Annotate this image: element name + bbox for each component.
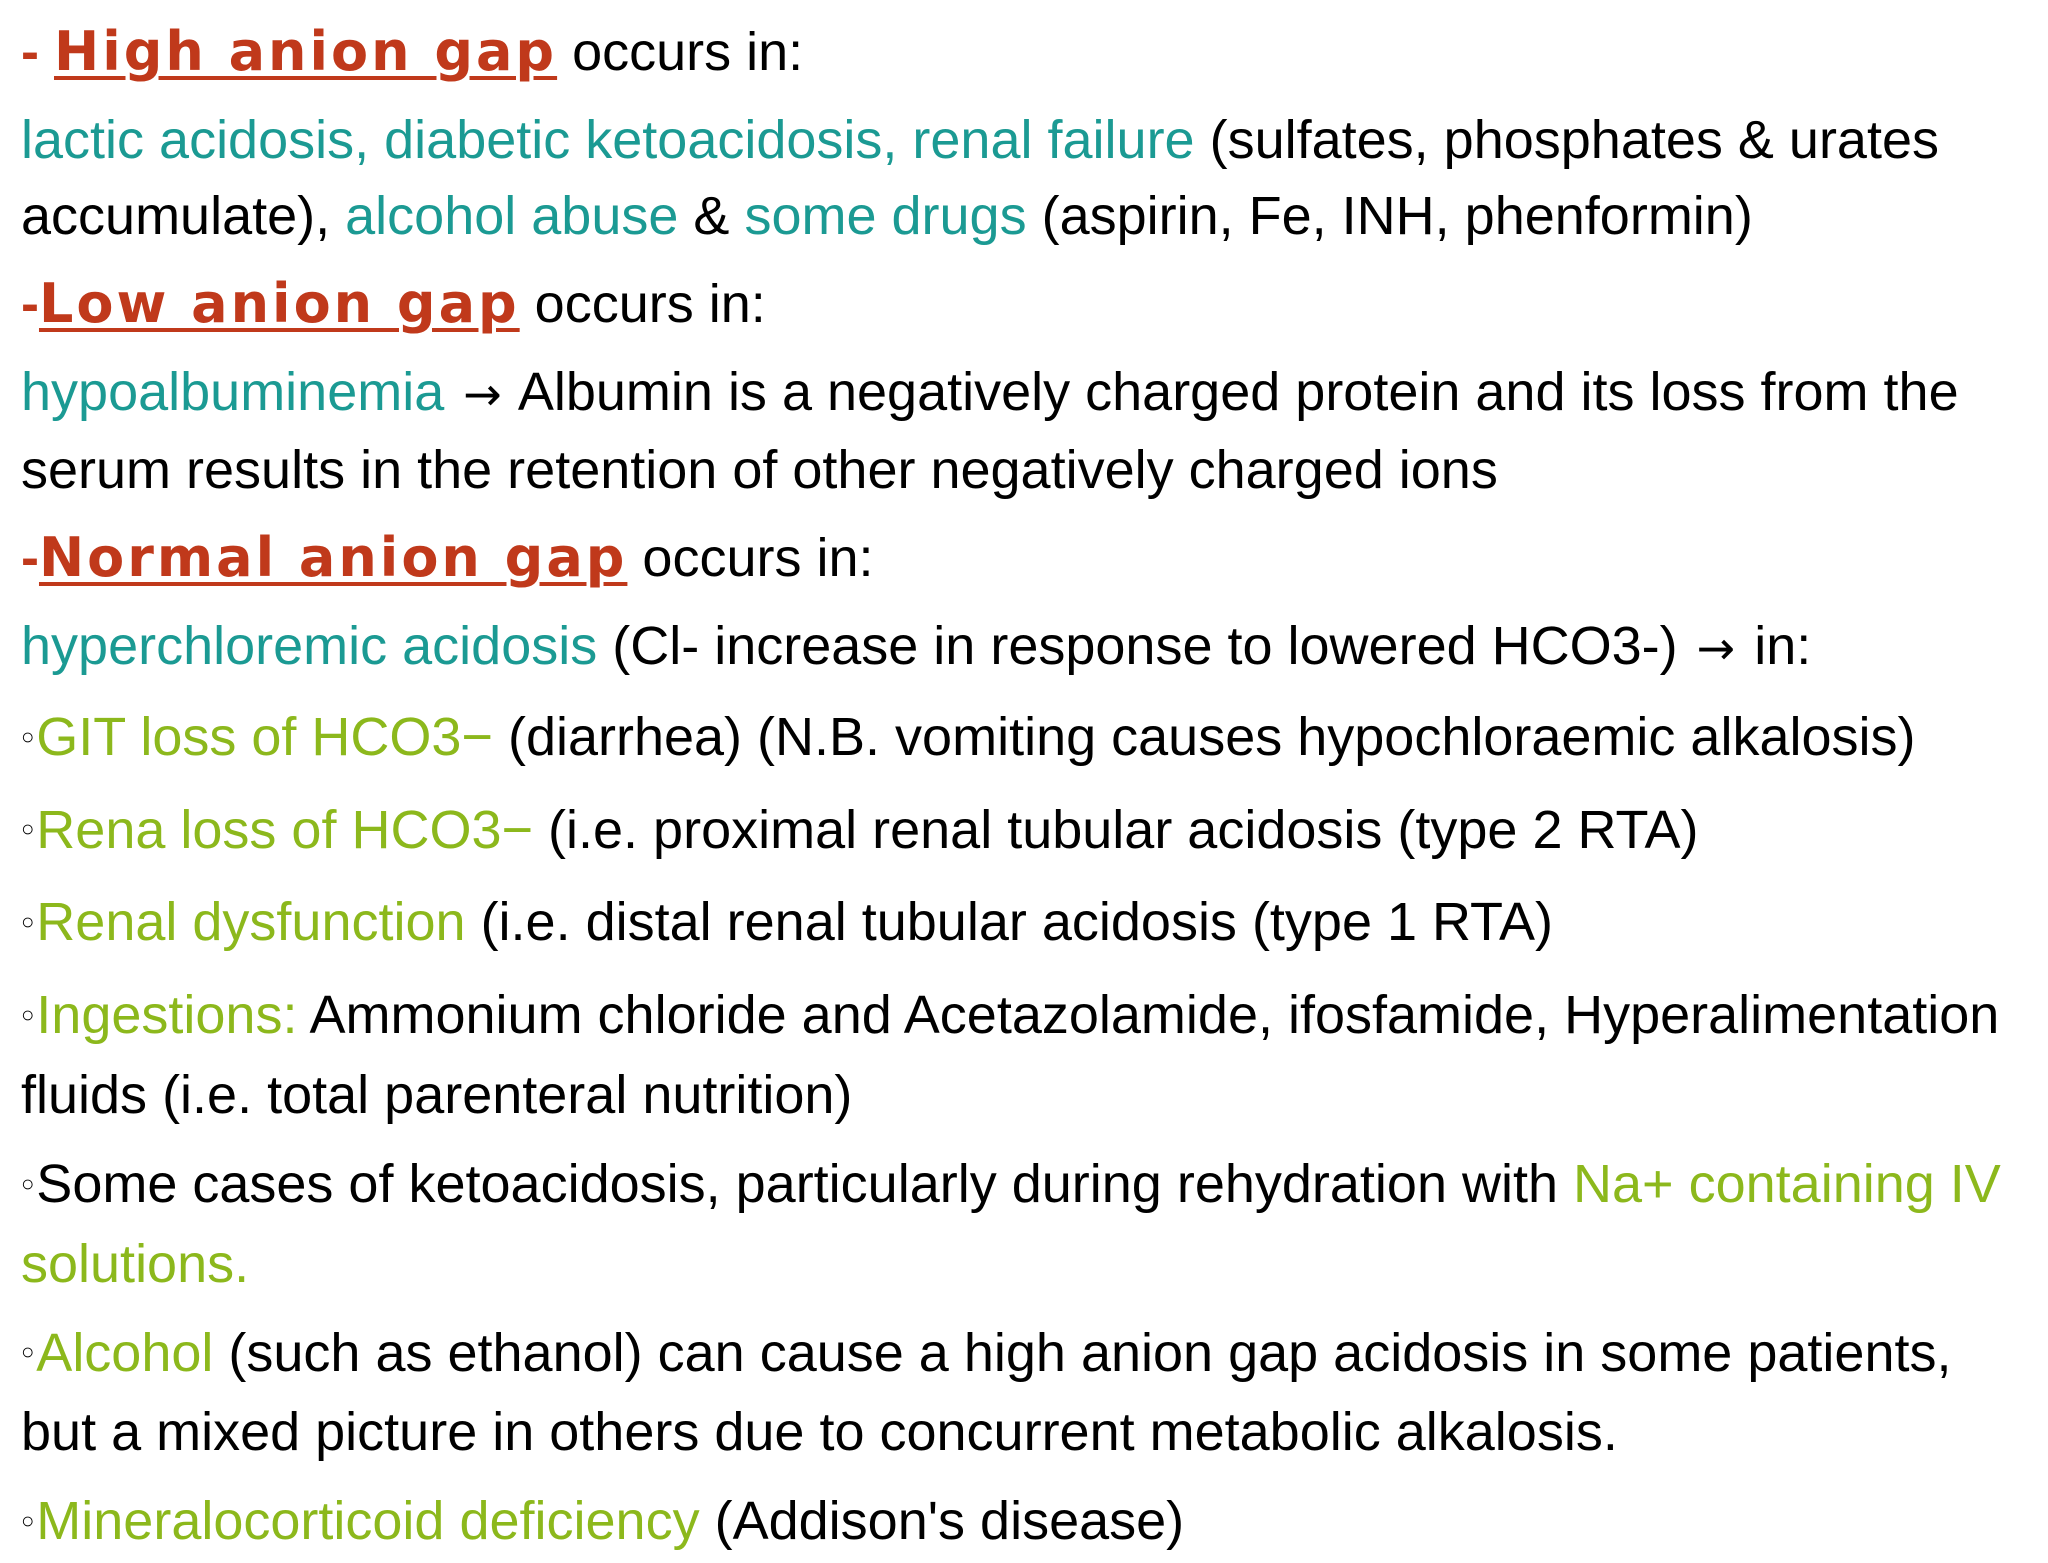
list-item <box>21 1146 2032 1302</box>
list-item <box>21 1483 2032 1563</box>
bullet-highlight: Rena loss of HCO3− <box>36 799 534 860</box>
heading-suffix: occurs in: <box>519 274 766 334</box>
high-gap-cause-drugs: some drugs <box>744 186 1027 246</box>
arrow-right-icon: → <box>1696 621 1736 675</box>
circle-bullet-icon: ○ <box>21 909 35 935</box>
low-anion-gap-cause <box>21 354 2032 508</box>
circle-bullet-icon: ○ <box>21 1001 35 1027</box>
arrow-right-icon: → <box>463 367 502 421</box>
circle-bullet-icon: ○ <box>21 723 35 749</box>
list-item <box>21 977 2032 1133</box>
bullet-text: (i.e. distal renal tubular acidosis (type 1 RTA) <box>465 892 1554 953</box>
bullet-text: Some cases of ketoacidosis, particularly during rehydration with <box>36 1153 1574 1214</box>
high-gap-drug-list: (aspirin, Fe, INH, phenformin) <box>1026 186 1753 246</box>
circle-bullet-icon: ○ <box>21 1339 35 1365</box>
circle-bullet-icon: ○ <box>21 1170 35 1196</box>
low-gap-explanation: Albumin is a negatively charged protein and its loss from the serum results in the retention of other negatively charged ions <box>21 362 1959 500</box>
high-gap-cause-alcohol: alcohol abuse <box>345 186 679 246</box>
heading-dash: - <box>21 22 54 82</box>
bullet-highlight: Mineralocorticoid deficiency <box>36 1491 700 1552</box>
heading-suffix: occurs in: <box>557 22 804 82</box>
bullet-text: (i.e. proximal renal tubular acidosis (type 2 RTA) <box>533 799 1699 860</box>
bullet-text: (such as ethanol) can cause a high anion gap acidosis in some patients, but a mixed picture in others due to concurrent metabolic alkalosis. <box>21 1322 1952 1463</box>
bullet-highlight: Alcohol <box>36 1322 214 1383</box>
high-anion-gap-heading <box>21 14 2032 90</box>
bullet-highlight: GIT loss of HCO3− <box>36 707 493 767</box>
normal-anion-gap-cause <box>21 608 2032 686</box>
normal-anion-gap-heading <box>21 520 2032 596</box>
normal-gap-detail-end: in: <box>1739 616 1812 676</box>
high-gap-causes-primary: lactic acidosis, diabetic ketoacidosis, renal failure <box>21 110 1195 170</box>
heading-suffix: occurs in: <box>627 528 874 588</box>
bullet-highlight: Ingestions: <box>36 985 298 1046</box>
list-item <box>21 884 2032 964</box>
bullet-text: Ammonium chloride and Acetazolamide, ifosfamide, Hyperalimentation fluids (i.e. total parenteral nutrition) <box>21 985 2000 1125</box>
normal-gap-cause: hyperchloremic acidosis <box>21 616 598 676</box>
high-anion-gap-causes <box>21 102 2032 254</box>
list-item <box>21 699 2032 779</box>
high-gap-detail-accumulate: (sulfates, phosphates & urates accumulate), <box>21 110 1940 246</box>
heading-dash: - <box>21 528 39 588</box>
high-anion-gap-title: High anion gap <box>54 20 558 83</box>
normal-gap-detail: (Cl- increase in response to lowered HCO3-) <box>597 616 1693 676</box>
low-anion-gap-heading <box>21 266 2032 342</box>
list-item <box>21 792 2032 872</box>
ampersand: & <box>678 186 745 246</box>
bullet-text: (diarrhea) (N.B. vomiting causes hypochloraemic alkalosis) <box>492 707 1916 767</box>
low-anion-gap-title: Low anion gap <box>38 272 520 335</box>
list-item <box>21 1315 2032 1471</box>
circle-bullet-icon: ○ <box>21 816 35 842</box>
bullet-highlight: Na+ containing IV solutions. <box>21 1153 2001 1294</box>
circle-bullet-icon: ○ <box>21 1508 35 1534</box>
bullet-highlight: Renal dysfunction <box>36 892 466 953</box>
low-gap-cause: hypoalbuminemia <box>21 362 445 422</box>
normal-anion-gap-title: Normal anion gap <box>38 526 628 589</box>
bullet-text: (Addison's disease) <box>699 1491 1185 1552</box>
heading-dash: - <box>21 274 39 334</box>
